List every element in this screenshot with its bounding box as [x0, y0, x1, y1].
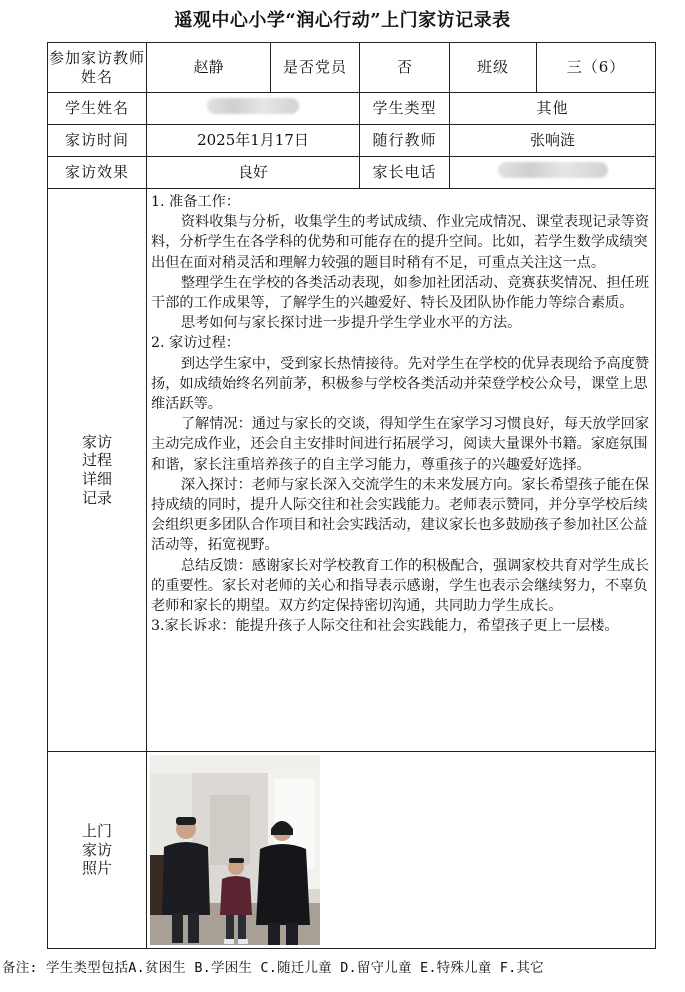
footer-note: 备注: 学生类型包括A.贫困生 B.学困生 C.随迁儿童 D.留守儿童 E.特殊儿童 F.其它 [2, 960, 544, 976]
record-para: 3.家长诉求：能提升孩子人际交往和社会实践能力，希望孩子更上一层楼。 [151, 618, 619, 635]
phone-label: 家长电话 [360, 157, 450, 189]
record-para: 整理学生在学校的各类活动表现，如参加社团活动、竞赛获奖情况、担任班干部的工作成果等，了解学生的兴趣爱好、特长及团队协作能力等综合素质。 [151, 274, 650, 312]
visit-record-table [47, 42, 656, 949]
row-visit-time [48, 125, 656, 157]
visit-time-value: 2025年1月17日 [147, 125, 360, 157]
student-label: 学生姓名 [48, 93, 147, 125]
photo-cell [147, 752, 656, 949]
effect-value: 良好 [147, 157, 360, 189]
home-visit-photo [150, 755, 320, 945]
record-label-text: 家访过程详细记录 [82, 432, 113, 507]
teacher-label: 参加家访教师姓名 [48, 43, 147, 93]
row-teacher [48, 43, 656, 93]
party-label: 是否党员 [271, 43, 360, 93]
record-content [147, 189, 656, 752]
student-type-value: 其他 [450, 93, 656, 125]
teacher-value: 赵静 [147, 43, 271, 93]
photo-illustration [150, 755, 320, 945]
record-para: 总结反馈：感谢家长对学校教育工作的积极配合，强调家校共育对学生成长的重要性。家长对老师的关心和指导表示感谢，学生也表示会继续努力，不辜负老师和家长的期望。双方约定保持密切沟通，共同助力学生成长。 [151, 557, 650, 615]
visit-time-label: 家访时间 [48, 125, 147, 157]
page-title: 遥观中心小学“润心行动”上门家访记录表 [174, 10, 511, 31]
redacted-phone [498, 162, 608, 178]
record-para: 资料收集与分析，收集学生的考试成绩、作业完成情况、课堂表现记录等资料，分析学生在各学科的优势和可能存在的提升空间。比如，若学生数学成绩突出但在面对稍灵活和理解力较强的题目时稍有不足，可重点关注这一点。 [151, 214, 650, 271]
student-name-value [147, 93, 360, 125]
phone-value [450, 157, 656, 189]
record-para: 2. 家访过程： [151, 335, 240, 352]
record-para: 了解情况：通过与家长的交谈，得知学生在家学习习惯良好，每天放学回家主动完成作业，还会自主安排时间进行拓展学习，阅读大量课外书籍。家庭氛围和谐，家长注重培养孩子的自主学习能力，尊重孩子的兴趣爱好选择。 [151, 416, 650, 473]
effect-label: 家访效果 [48, 157, 147, 189]
party-value: 否 [360, 43, 450, 93]
photo-label-text: 上门家访照片 [82, 821, 113, 878]
class-label: 班级 [450, 43, 537, 93]
row-student [48, 93, 656, 125]
row-photo [48, 752, 656, 949]
redacted-name [207, 98, 299, 114]
accomp-teacher-value: 张响涟 [450, 125, 656, 157]
record-label [48, 189, 147, 752]
record-para: 到达学生家中，受到家长热情接待。先对学生在学校的优异表现给予高度赞扬，如成绩始终名列前茅，积极参与学校各类活动并荣登学校公众号，课堂上思维活跃等。 [151, 355, 650, 413]
class-value: 三（6） [537, 43, 656, 93]
row-record [48, 189, 656, 752]
record-para: 思考如何与家长探讨进一步提升学生学业水平的方法。 [180, 315, 522, 332]
row-effect [48, 157, 656, 189]
student-type-label: 学生类型 [360, 93, 450, 125]
accomp-teacher-label: 随行教师 [360, 125, 450, 157]
record-para: 1. 准备工作： [151, 194, 240, 210]
record-para: 深入探讨：老师与家长深入交流学生的未来发展方向。家长希望孩子能在保持成绩的同时，提升人际交往和社会实践能力。老师表示赞同，并分享学校后续会组织更多团队合作项目和社会实践活动，建议家长也多鼓励孩子参加社区公益活动等，拓宽视野。 [151, 476, 650, 554]
photo-label [48, 752, 147, 949]
